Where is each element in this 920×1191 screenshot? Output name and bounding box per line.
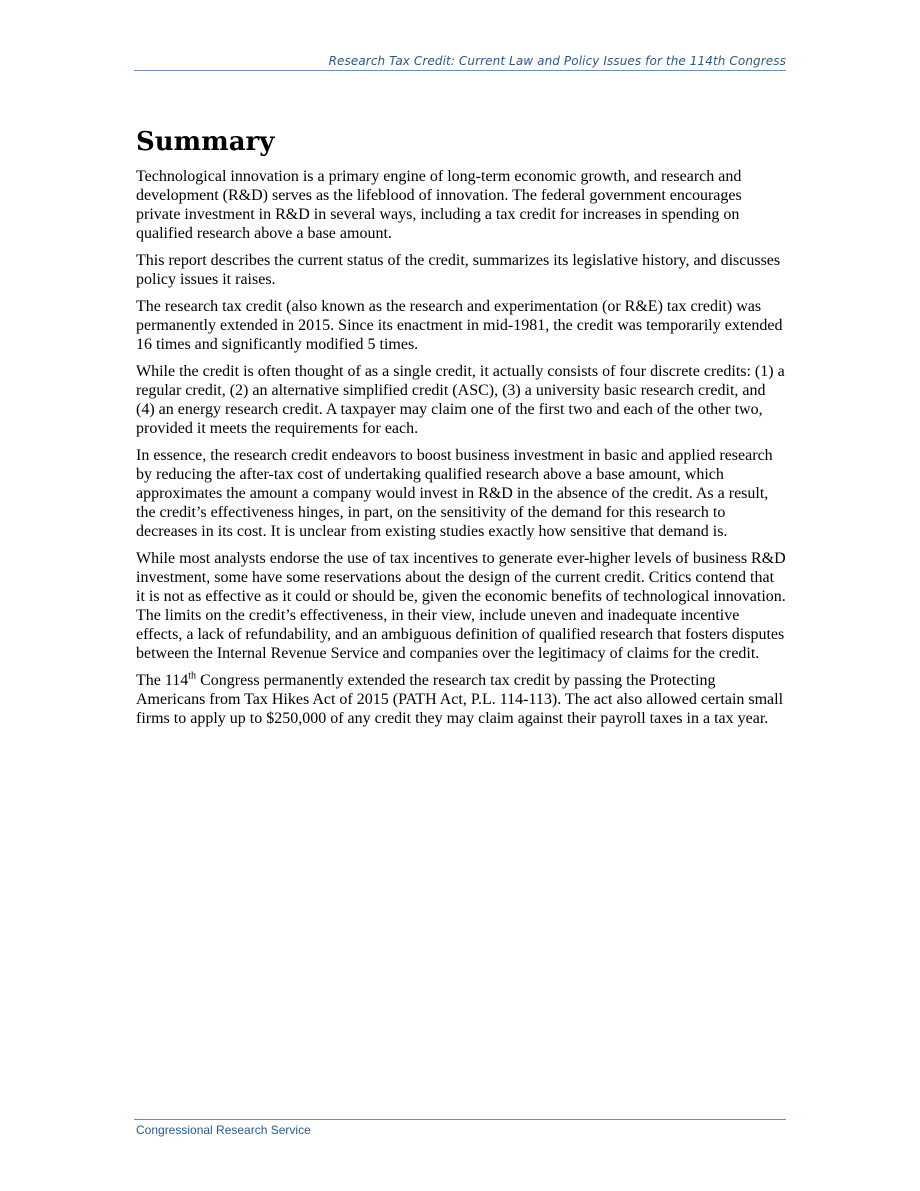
- summary-body: [136, 167, 786, 736]
- paragraph-2: This report describes the current status of the credit, summarizes its legislative history, and discusses policy issues it raises.: [136, 252, 781, 288]
- paragraph-5: In essence, the research credit endeavors to boost business investment in basic and applied research by reducing the after-tax cost of undertaking qualified research above a base amount, which approximates the amount a company would invest in R&D in the absence of the credit. As a result, the credit’s effectiveness hinges, in part, on the sensitivity of the demand for this research to decreases in its cost. It is unclear from existing studies exactly how sensitive that demand is.: [136, 447, 773, 540]
- paragraph-3: The research tax credit (also known as the research and experimentation (or R&E) tax credit) was permanently extended in 2015. Since its enactment in mid-1981, the credit was temporarily extended 16 times and significantly modified 5 times.: [136, 298, 783, 353]
- ordinal-superscript: th: [188, 670, 197, 682]
- header-divider: [134, 70, 786, 71]
- paragraph-7-prefix: The 114: [136, 672, 189, 689]
- paragraph-7: [136, 671, 786, 728]
- section-title: Summary: [136, 127, 275, 157]
- paragraph-4: While the credit is often thought of as a single credit, it actually consists of four discrete credits: (1) a regular credit, (2) an alternative simplified credit (ASC), (3) a university basic research credit, and (4) an energy research credit. A taxpayer may claim one of the first two and each of the other two, provided it meets the requirements for each.: [136, 363, 785, 437]
- paragraph-6: While most analysts endorse the use of tax incentives to generate ever-higher levels of business R&D investment, some have some reservations about the design of the current credit. Critics contend that it is not as effective as it could or should be, given the economic benefits of technological innovation. The limits on the credit’s effectiveness, in their view, include uneven and inadequate incentive effects, a lack of refundability, and an ambiguous definition of qualified research that fosters disputes between the Internal Revenue Service and companies over the legitimacy of claims for the credit.: [136, 550, 786, 662]
- footer-org: Congressional Research Service: [136, 1123, 311, 1137]
- paragraph-1: Technological innovation is a primary engine of long-term economic growth, and research and development (R&D) serves as the lifeblood of innovation. The federal government encourages private investment in R&D in several ways, including a tax credit for increases in spending on qualified research above a base amount.: [136, 168, 742, 242]
- paragraph-7-suffix: Congress permanently extended the research tax credit by passing the Protecting Americans from Tax Hikes Act of 2015 (PATH Act, P.L. 114-113). The act also allowed certain small firms to apply up to $250,000 of any credit they may claim against their payroll taxes in a tax year.: [136, 672, 784, 727]
- running-header: Research Tax Credit: Current Law and Policy Issues for the 114th Congress: [328, 54, 786, 68]
- footer-divider: [134, 1119, 786, 1120]
